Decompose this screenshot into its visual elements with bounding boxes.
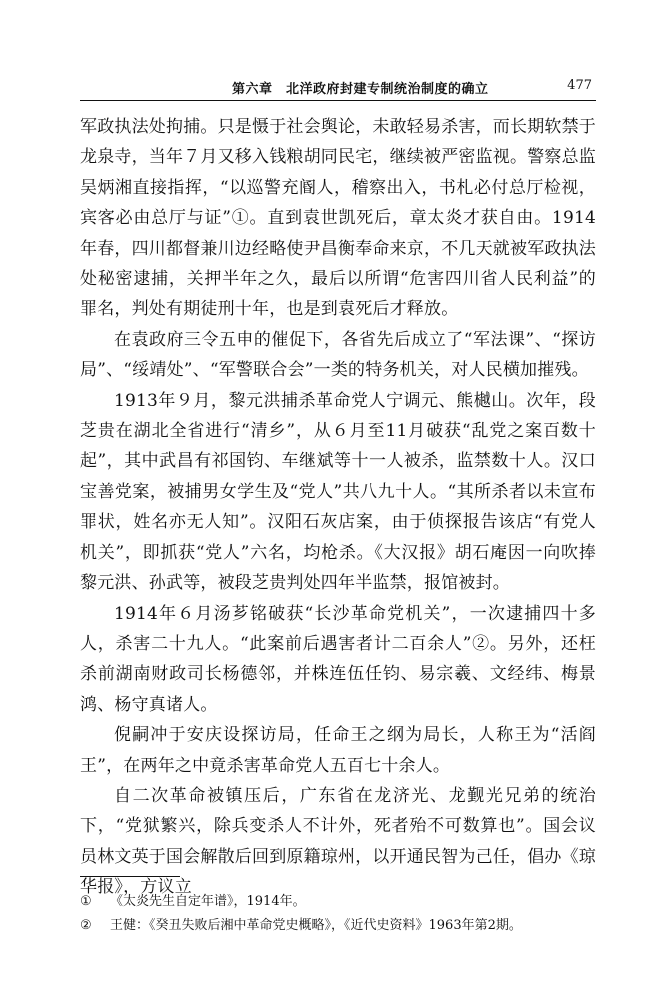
footnote-text: 《太炎先生自定年谱》，1914年。	[110, 894, 306, 909]
paragraph: 自二次革命被镇压后，广东省在龙济光、龙觐光兄弟的统治下，“党狱繁兴，除兵变杀人不计外，死者殆不可数算也”。国会议员林文英于国会解散后回到原籍琼州，以开通民智为己任，倡办《琼华报》，方议立	[80, 785, 596, 898]
paragraph: 倪嗣冲于安庆设探访局，任命王之纲为局长，人称王为“活阎王”，在两年之中竟杀害革命党人五百七十余人。	[80, 725, 596, 776]
footnotes	[80, 890, 596, 938]
paragraph: 军政执法处拘捕。只是慑于社会舆论，未敢轻易杀害，而长期软禁于龙泉寺，当年７月又移入钱粮胡同民宅，继续被严密监视。警察总监吴炳湘直接指挥，“以巡警充阍人，稽察出入，书札必付总厅检视，宾客必由总厅与证”①。直到袁世凯死后，章太炎才获自由。1914年春，四川都督兼川边经略使尹昌衡奉命来京，不几天就被军政执法处秘密逮捕，关押半年之久，最后以所谓“危害四川省人民利益”的罪名，判处有期徒刑十年，也是到袁死后才释放。	[80, 117, 596, 320]
footnote-marker: ②	[80, 918, 92, 933]
running-header	[232, 78, 592, 100]
footnote-marker: ①	[80, 894, 92, 909]
paragraph: 1914年６月汤芗铭破获“长沙革命党机关”，一次逮捕四十多人，杀害二十九人。“此案前后遇害者计二百余人”②。另外，还枉杀前湖南财政司长杨德邻，并株连伍任钧、易宗羲、文经纬、梅景鸿、杨守真诸人。	[80, 603, 596, 715]
footnote-text: 王健：《癸丑失败后湘中革命党史概略》，《近代史资料》1963年第2期。	[110, 918, 522, 933]
footnote	[80, 890, 596, 914]
header-rule	[80, 100, 596, 101]
paragraph: 1913年９月，黎元洪捕杀革命党人宁调元、熊樾山。次年，段芝贵在湖北全省进行“清乡”，从６月至11月破获“乱党之案百数十起”，其中武昌有祁国钧、车继斌等十一人被杀，监禁数十人。汉口宝善党案，被捕男女学生及“党人”共八九十人。“其所杀者以未宣布罪状，姓名亦无人知”。汉阳石灰店案，由于侦探报告该店“有党人机关”，即抓获“党人”六名，均枪杀。《大汉报》胡石庵因一向吹捧黎元洪、孙武等，被段芝贵判处四年半监禁，报馆被封。	[80, 390, 596, 594]
running-title: 第六章 北洋政府封建专制统治制度的确立	[232, 82, 489, 97]
page-number: 477	[567, 78, 592, 93]
footnote-rule	[80, 876, 180, 877]
footnote	[80, 914, 596, 938]
paragraph: 在袁政府三令五申的催促下，各省先后成立了“军法课”、“探访局”、“绥靖处”、“军警联合会”一类的特务机关，对人民横加摧残。	[80, 329, 596, 381]
body-text	[80, 112, 596, 903]
